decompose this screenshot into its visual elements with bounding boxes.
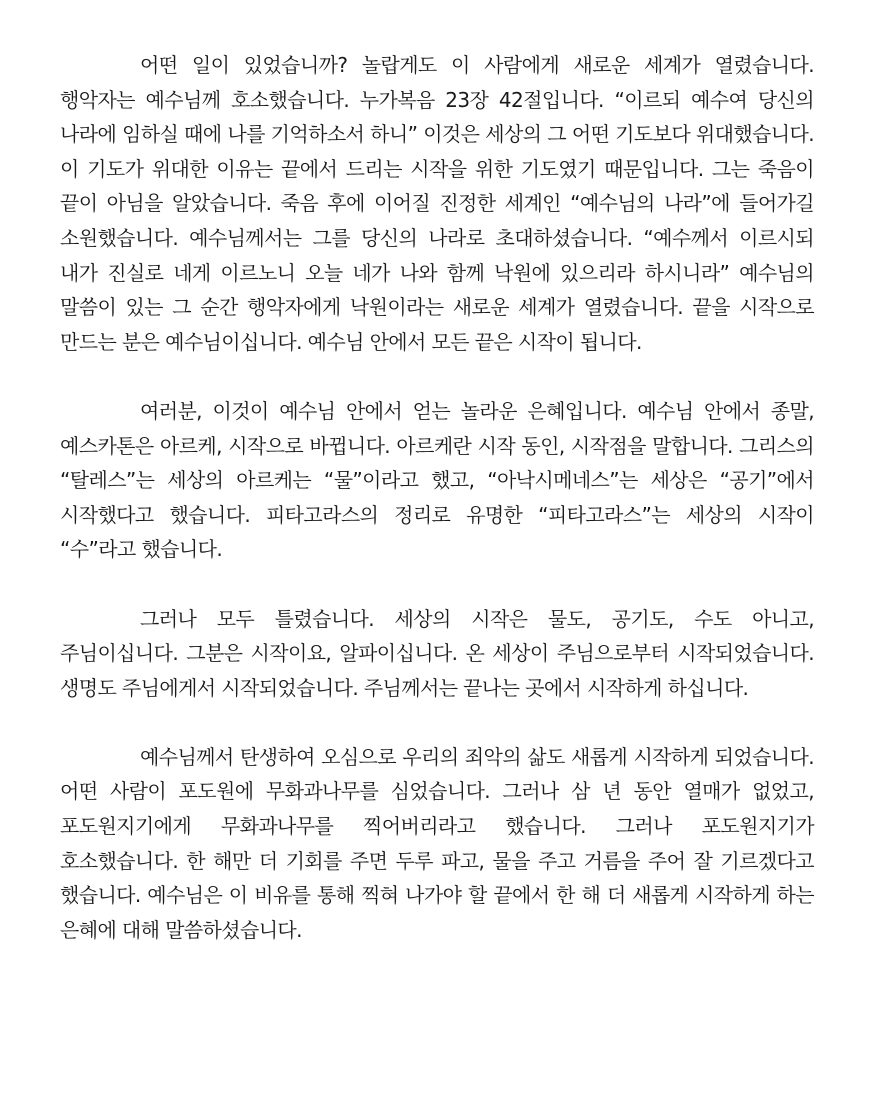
paragraph-spacer xyxy=(60,567,814,602)
paragraph-3: 그러나 모두 틀렸습니다. 세상의 시작은 물도, 공기도, 수도 아니고, 주님이십니다. 그분은 시작이요, 알파이십니다. 온 세상이 주님으로부터 시작되었습니다. 생명도 주님에게서 시작되었습니다. 주님께서는 끝나는 곳에서 시작하게 하십니다. xyxy=(60,606,814,700)
paragraph-2: 여러분, 이것이 예수님 안에서 얻는 놀라운 은혜입니다. 예수님 안에서 종말, 예스카톤은 아르케, 시작으로 바뀝니다. 아르케란 시작 동인, 시작점을 말합니다. 그리스의 “탈레스”는 세상의 아르케는 “물”이라고 했고, “아낙시메네스”는 세상은 “공기”에서 시작했다고 했습니다. 피타고라스의 정리로 유명한 “피타고라스”는 세상의 시작이 “수”라고 했습니다. xyxy=(60,398,814,562)
paragraph-1: 어떤 일이 있었습니까? 놀랍게도 이 사람에게 새로운 세계가 열렸습니다. 행악자는 예수님께 호소했습니다. 누가복음 23장 42절입니다. “이르되 예수여 당신의 나라에 임하실 때에 나를 기억하소서 하니” 이것은 세상의 그 어떤 기도보다 위대했습니다. 이 기도가 위대한 이유는 끝에서 드리는 시작을 위한 기도였기 때문입니다. 그는 죽음이 끝이 아님을 알았습니다. 죽음 후에 이어질 진정한 세계인 “예수님의 나라”에 들어가길 소원했습니다. 예수님께서는 그를 당신의 나라로 초대하셨습니다. “예수께서 이르시되 내가 진실로 네게 이르노니 오늘 네가 나와 함께 낙원에 있으리라 하시니라” 예수님의 말씀이 있는 그 순간 행악자에게 낙원이라는 새로운 세계가 열렸습니다. 끝을 시작으로 만드는 분은 예수님이십니다. 예수님 안에서 모든 끝은 시작이 됩니다. xyxy=(60,53,814,354)
document-page xyxy=(60,48,814,947)
paragraph-spacer xyxy=(60,359,814,394)
paragraph-4: 예수님께서 탄생하여 오심으로 우리의 죄악의 삶도 새롭게 시작하게 되었습니다. 어떤 사람이 포도원에 무화과나무를 심었습니다. 그러나 삼 년 동안 열매가 없었고, 포도원지기에게 무화과나무를 찍어버리라고 했습니다. 그러나 포도원지기가 호소했습니다. 한 해만 더 기회를 주면 두루 파고, 물을 주고 거름을 주어 잘 기르겠다고 했습니다. 예수님은 이 비유를 통해 찍혀 나가야 할 끝에서 한 해 더 새롭게 시작하게 하는 은혜에 대해 말씀하셨습니다. xyxy=(60,744,814,942)
paragraph-spacer xyxy=(60,705,814,740)
